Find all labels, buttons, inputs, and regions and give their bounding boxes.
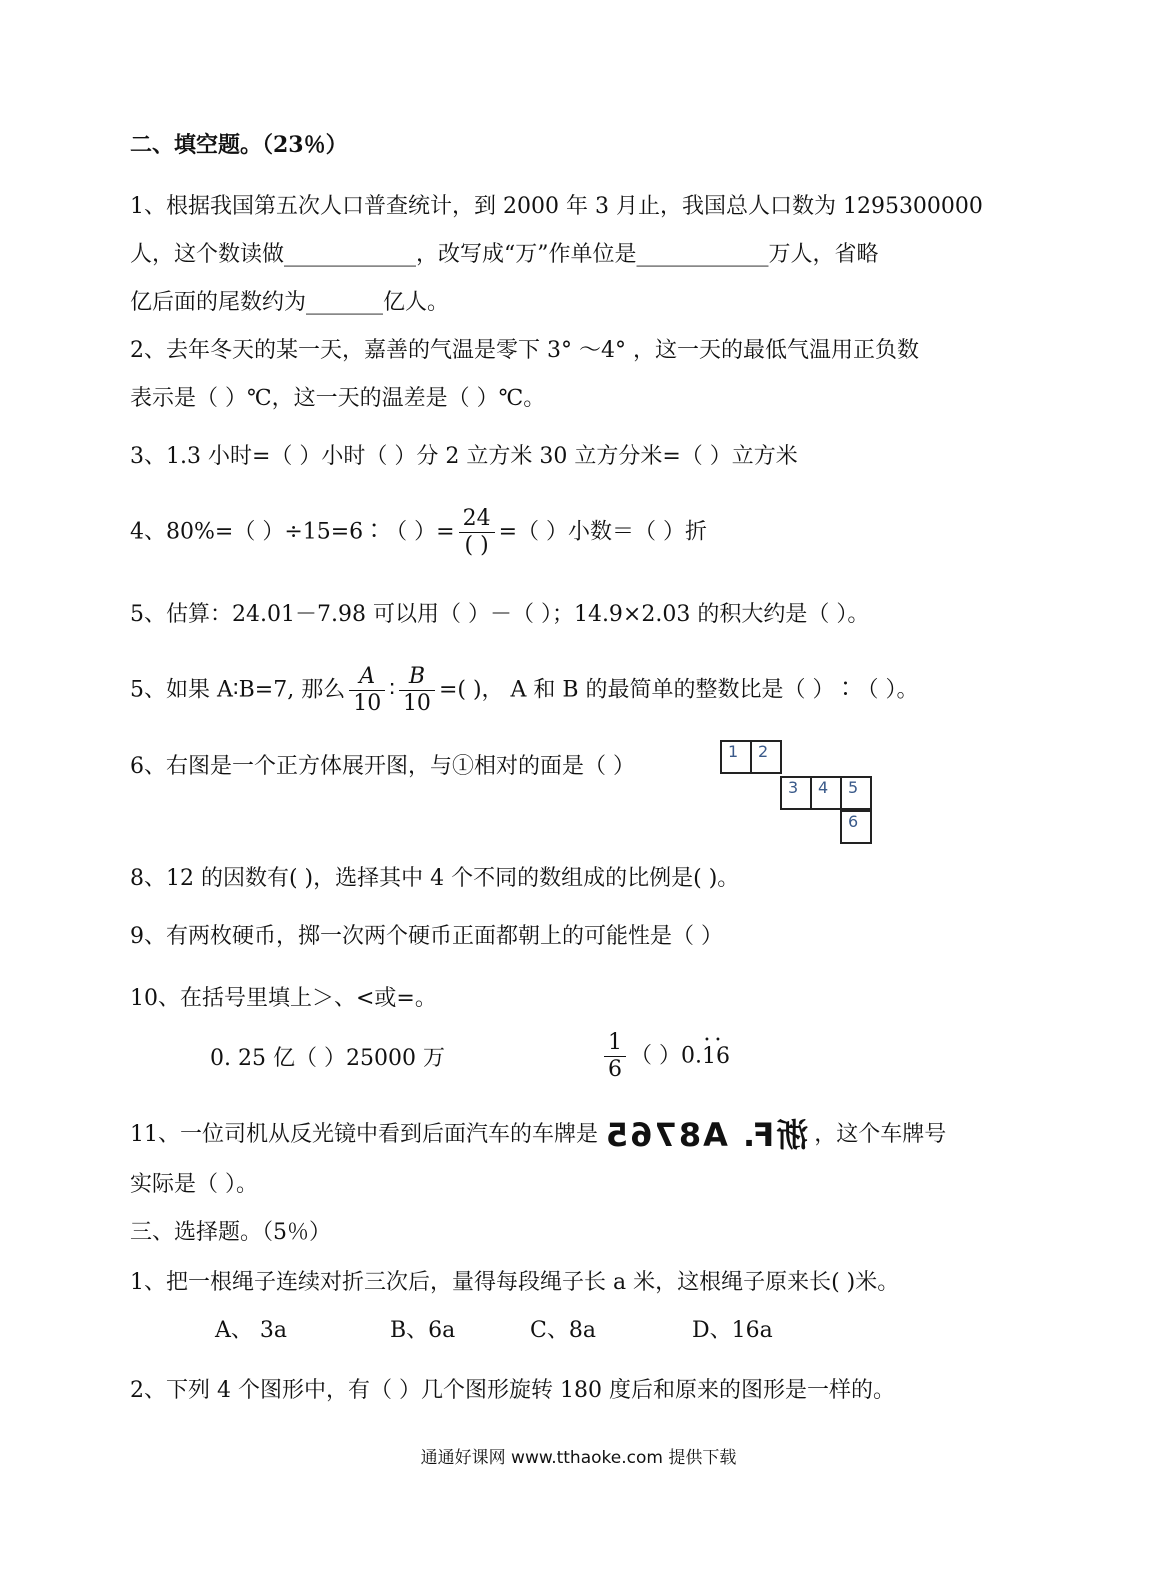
net-face-6: [840, 810, 872, 844]
footer-text: 通通好课网 www.tthaoke.com 提供下载: [420, 1448, 737, 1468]
net-face-5: [840, 776, 872, 810]
q6-text: 6、右图是一个正方体展开图，与①相对的面是（ ）: [130, 754, 635, 779]
q4-fraction: [459, 506, 495, 559]
q5b-f1-den: 10: [353, 691, 382, 716]
q11-before: 11、一位司机从反光镜中看到后面汽车的车牌是: [130, 1122, 598, 1147]
net-label-2: 2: [758, 742, 769, 761]
net-label-1: 1: [728, 742, 739, 761]
c1-text: 1、把一根绳子连续对折三次后，量得每段绳子长 a 米，这根绳子原来长( )米。: [130, 1270, 900, 1295]
q5a-text: 5、估算：24.01－7.98 可以用（ ）－（ ）；14.9×2.03 的积大约是（ ）。: [130, 602, 870, 627]
q2-line2: 表示是（ ）℃，这一天的温差是（ ）℃。: [130, 386, 546, 411]
q11-line2: 实际是（ ）。: [130, 1172, 258, 1197]
net-face-2: [750, 740, 782, 774]
q3-text: 3、1.3 小时=（ ）小时（ ）分 2 立方米 30 立方分米=（ ）立方米: [130, 444, 798, 469]
q1-line3: 亿后面的尾数约为_______亿人。: [130, 290, 450, 315]
q2-line1: 2、去年冬天的某一天，嘉善的气温是零下 3° ～4° ，这一天的最低气温用正负数: [130, 338, 919, 363]
cube-net-figure: [720, 740, 880, 850]
q10-text: 10、在括号里填上＞、<或=。: [130, 986, 437, 1011]
q5b-f2-den: 10: [402, 691, 431, 716]
net-face-1: [720, 740, 752, 774]
c2-text: 2、下列 4 个图形中，有（ ）几个图形旋转 180 度后和原来的图形是一样的。: [130, 1378, 895, 1403]
c1-option-a: A、 3a: [215, 1318, 287, 1343]
q5b: [130, 664, 919, 717]
c1-option-d: D、16a: [692, 1318, 773, 1343]
q5b-after: =( )， A 和 B 的最简单的整数比是（ ）∶（ ）。: [438, 677, 919, 703]
q11-line1: [130, 1116, 947, 1154]
q4-after: =（ ）小数＝（ ）折: [498, 519, 708, 545]
q4-frac-num: 24: [459, 506, 495, 533]
q9-text: 9、有两枚硬币，掷一次两个硬币正面都朝上的可能性是（ ）: [130, 924, 723, 949]
q5b-f2-num: B: [399, 664, 435, 691]
q5b-fraction-b: [399, 664, 435, 717]
q5b-f1-num: A: [349, 664, 385, 691]
q5b-before: 5、如果 A∶B=7, 那么: [130, 677, 346, 703]
q11-after: ，这个车牌号: [814, 1122, 947, 1147]
q1-line1: 1、根据我国第五次人口普查统计，到 2000 年 3 月止，我国总人口数为 1295300000: [130, 194, 983, 219]
section-3-title: 三、选择题。（5％）: [130, 1220, 331, 1245]
section-2-title: 二、填空题。（23％）: [130, 132, 348, 158]
q5b-fraction-a: [349, 664, 385, 717]
q10-frac-num: 1: [604, 1030, 626, 1057]
q4-before: 4、80%=（ ）÷15=6∶（ ）=: [130, 519, 455, 545]
q10-fraction: [604, 1030, 626, 1083]
q10-right-mid: （ ）0.: [630, 1043, 702, 1069]
q4: [130, 506, 707, 559]
q10-frac-den: 6: [608, 1057, 622, 1082]
q10-left: 0. 25 亿（ ）25000 万: [210, 1046, 445, 1071]
q8-text: 8、12 的因数有( )，选择其中 4 个不同的数组成的比例是( )。: [130, 866, 740, 891]
net-face-4: [810, 776, 842, 810]
q10-right: [600, 1030, 730, 1083]
net-label-3: 3: [788, 778, 799, 797]
net-face-3: [780, 776, 812, 810]
q1-line2: 人，这个数读做____________，改写成“万”作单位是____________万人，省略: [130, 242, 879, 267]
q5b-colon: ∶: [389, 677, 395, 703]
q10-repeating: • • 16: [702, 1042, 730, 1072]
net-label-5: 5: [848, 778, 859, 797]
net-label-6: 6: [848, 812, 859, 831]
c1-option-c: C、8a: [530, 1318, 596, 1343]
c1-option-b: B、6a: [390, 1318, 456, 1343]
q4-frac-den: ( ): [464, 533, 489, 558]
net-label-4: 4: [818, 778, 829, 797]
mirrored-license-plate: 浙F. A8765: [604, 1116, 809, 1154]
